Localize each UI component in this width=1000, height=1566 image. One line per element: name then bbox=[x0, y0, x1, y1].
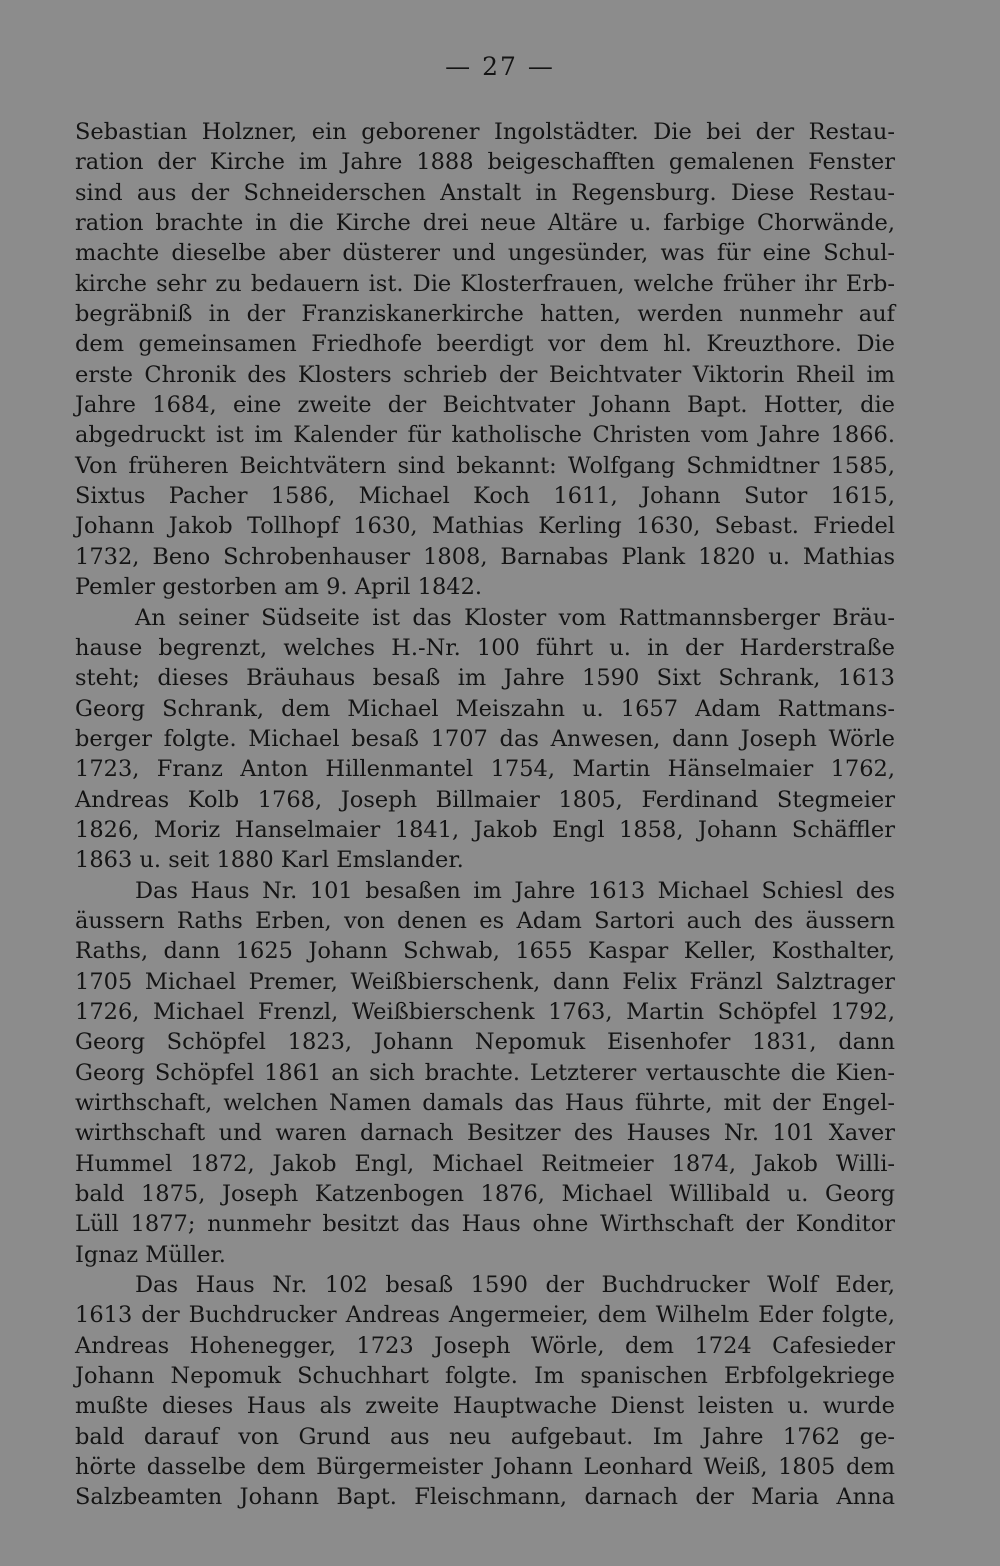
text-line: abgedruckt ist im Kalender für katholische Christen vom Jahre 1866. bbox=[75, 422, 895, 449]
text-line: Johann Nepomuk Schuchhart folgte. Im spanischen Erbfolgekriege bbox=[75, 1363, 895, 1390]
text-line: erste Chronik des Klosters schrieb der Beichtvater Viktorin Rheil im bbox=[75, 361, 895, 388]
text-line: 1732, Beno Schrobenhauser 1808, Barnabas Plank 1820 u. Mathias bbox=[75, 543, 895, 570]
text-line: begräbniß in der Franziskanerkirche hatten, werden nunmehr auf bbox=[75, 301, 895, 328]
text-line: Andreas Kolb 1768, Joseph Billmaier 1805, Ferdinand Stegmeier bbox=[75, 786, 895, 813]
text-line: Von früheren Beichtvätern sind bekannt: Wolfgang Schmidtner 1585, bbox=[75, 452, 895, 479]
text-line: Das Haus Nr. 102 besaß 1590 der Buchdrucker Wolf Eder, bbox=[135, 1272, 895, 1299]
text-line: 1726, Michael Frenzl, Weißbierschenk 1763, Martin Schöpfel 1792, bbox=[75, 998, 895, 1025]
text-line: Sebastian Holzner, ein geborener Ingolstädter. Die bei der Restau- bbox=[75, 119, 895, 145]
text-line: Hummel 1872, Jakob Engl, Michael Reitmeier 1874, Jakob Willi- bbox=[75, 1150, 895, 1177]
text-line: kirche sehr zu bedauern ist. Die Klosterfrauen, welche früher ihr Erb- bbox=[75, 270, 895, 297]
body-text bbox=[75, 117, 895, 1513]
text-line: Raths, dann 1625 Johann Schwab, 1655 Kaspar Keller, Kosthalter, bbox=[75, 938, 895, 965]
text-line: äussern Raths Erben, von denen es Adam Sartori auch des äussern bbox=[75, 907, 895, 934]
text-line: berger folgte. Michael besaß 1707 das Anwesen, dann Joseph Wörle bbox=[75, 725, 895, 752]
text-line: 1863 u. seit 1880 Karl Emslander. bbox=[75, 847, 464, 874]
text-line: bald darauf von Grund aus neu aufgebaut. Im Jahre 1762 ge- bbox=[75, 1423, 895, 1450]
text-line: An seiner Südseite ist das Kloster vom Rattmannsberger Bräu- bbox=[135, 604, 895, 631]
text-line: Andreas Hohenegger, 1723 Joseph Wörle, dem 1724 Cafesieder bbox=[75, 1332, 895, 1359]
text-line: wirthschaft und waren darnach Besitzer des Hauses Nr. 101 Xaver bbox=[75, 1120, 895, 1147]
text-line: dem gemeinsamen Friedhofe beerdigt vor dem hl. Kreuzthore. Die bbox=[75, 331, 895, 358]
text-line: Jahre 1684, eine zweite der Beichtvater Johann Bapt. Hotter, die bbox=[75, 392, 895, 419]
text-line: sind aus der Schneiderschen Anstalt in Regensburg. Diese Restau- bbox=[75, 179, 895, 206]
text-line: wirthschaft, welchen Namen damals das Haus führte, mit der Engel- bbox=[75, 1090, 895, 1116]
text-line: Lüll 1877; nunmehr besitzt das Haus ohne Wirthschaft der Konditor bbox=[75, 1211, 895, 1238]
text-line: Das Haus Nr. 101 besaßen im Jahre 1613 Michael Schiesl des bbox=[135, 877, 895, 904]
text-line: hause begrenzt, welches H.-Nr. 100 führt u. in der Harderstraße bbox=[75, 634, 895, 661]
text-line: ration der Kirche im Jahre 1888 beigeschafften gemalenen Fenster bbox=[75, 149, 895, 176]
text-line: Georg Schöpfel 1823, Johann Nepomuk Eisenhofer 1831, dann bbox=[75, 1029, 895, 1056]
text-line: Pemler gestorben am 9. April 1842. bbox=[75, 574, 483, 601]
text-line: Georg Schöpfel 1861 an sich brachte. Letzterer vertauschte die Kien- bbox=[75, 1059, 895, 1086]
text-line: 1613 der Buchdrucker Andreas Angermeier, dem Wilhelm Eder folgte, bbox=[75, 1302, 895, 1329]
text-line: steht; dieses Bräuhaus besaß im Jahre 1590 Sixt Schrank, 1613 bbox=[75, 665, 895, 692]
text-line: Sixtus Pacher 1586, Michael Koch 1611, Johann Sutor 1615, bbox=[75, 483, 895, 510]
text-line: 1723, Franz Anton Hillenmantel 1754, Martin Hänselmaier 1762, bbox=[75, 756, 895, 783]
text-line: 1705 Michael Premer, Weißbierschenk, dann Felix Fränzl Salztrager bbox=[75, 968, 895, 995]
page-number: — 27 — bbox=[445, 52, 555, 81]
text-line: Salzbeamten Johann Bapt. Fleischmann, darnach der Maria Anna bbox=[75, 1484, 895, 1511]
text-line: bald 1875, Joseph Katzenbogen 1876, Michael Willibald u. Georg bbox=[75, 1181, 895, 1208]
text-line: 1826, Moriz Hanselmaier 1841, Jakob Engl 1858, Johann Schäffler bbox=[75, 816, 895, 843]
text-line: Johann Jakob Tollhopf 1630, Mathias Kerling 1630, Sebast. Friedel bbox=[75, 513, 895, 540]
text-line: Ignaz Müller. bbox=[75, 1241, 226, 1268]
text-line: ration brachte in die Kirche drei neue Altäre u. farbige Chorwände, bbox=[75, 210, 895, 237]
text-line: machte dieselbe aber düsterer und ungesünder, was für eine Schul- bbox=[75, 240, 895, 267]
text-line: mußte dieses Haus als zweite Hauptwache Dienst leisten u. wurde bbox=[75, 1393, 895, 1420]
text-line: Georg Schrank, dem Michael Meiszahn u. 1657 Adam Rattmans- bbox=[75, 695, 895, 722]
text-line: hörte dasselbe dem Bürgermeister Johann Leonhard Weiß, 1805 dem bbox=[75, 1454, 895, 1481]
